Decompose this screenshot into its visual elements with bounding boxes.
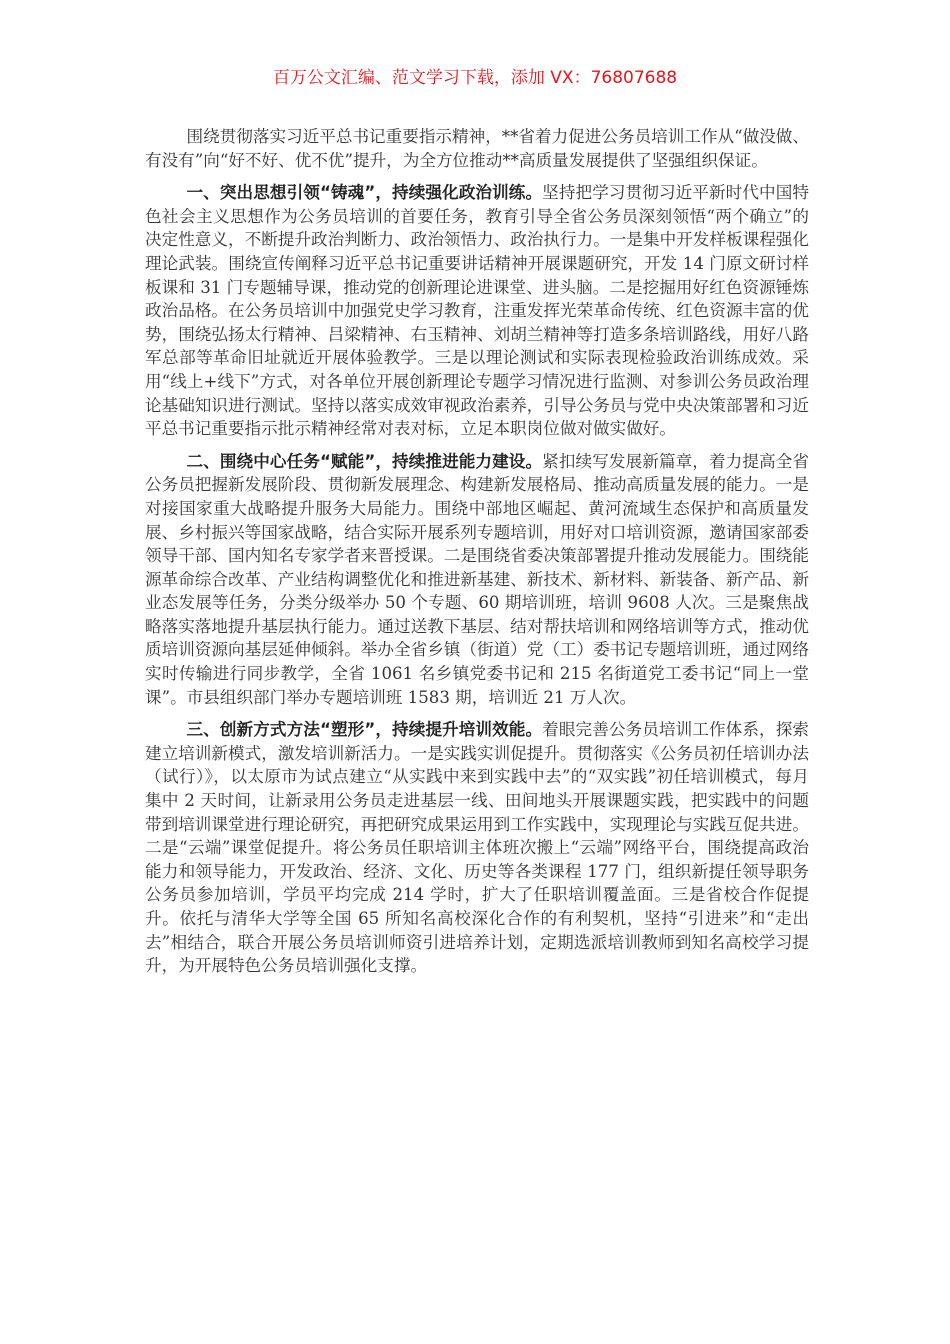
section-1-heading: 一、突出思想引领“铸魂”，持续强化政治训练。 (186, 183, 543, 203)
intro-paragraph: 围绕贯彻落实习近平总书记重要指示精神，**省着力促进公务员培训工作从“做没做、有没有”向“好不好、优不优”提升，为全方位推动**高质量发展提供了坚强组织保证。 (145, 127, 809, 170)
promo-banner: 百万公文汇编、范文学习下载，添加 VX：76807688 (272, 68, 678, 88)
section-3-heading: 三、创新方式方法“塑形”，持续提升培训效能。 (186, 720, 543, 740)
section-2-paragraph (145, 450, 809, 710)
section-3-body: 着眼完善公务员培训工作体系，探索建立培训新模式，激发培训新活力。一是实践实训促提升。贯彻落实《公务员初任培训办法（试行）》，以太原市为试点建立“从实践中来到实践中去”的“双实践”初任培训模式，每月集中 2 天时间，让新录用公务员走进基层一线、田间地头开展课题实践，把实践中的问题带到培训课堂进行理论研究，再把研究成果运用到工作实践中，实现理论与实践互促共进。二是“云端”课堂促提升。将公务员任职培训主体班次搬上“云端”网络平台，围绕提高政治能力和领导能力，开发政治、经济、文化、历史等各类课程 177 门，组织新提任领导职务公务员参加培训，学员平均完成 214 学时，扩大了任职培训覆盖面。三是省校合作促提升。依托与清华大学等全国 65 所知名高校深化合作的有利契机，坚持“引进来”和“走出去”相结合，联合开展公务员培训师资引进培养计划，定期选派培训教师到知名高校学习提升，为开展特色公务员培训强化支撑。 (145, 720, 809, 976)
section-2-body: 紧扣续写发展新篇章，着力提高全省公务员把握新发展阶段、贯彻新发展理念、构建新发展格局、推动高质量发展的能力。一是对接国家重大战略提升服务大局能力。围绕中部地区崛起、黄河流域生态保护和高质量发展、乡村振兴等国家战略，结合实际开展系列专题培训，用好对口培训资源，邀请国家部委领导干部、国内知名专家学者来晋授课。二是围绕省委决策部署提升推动发展能力。围绕能源革命综合改革、产业结构调整优化和推进新基建、新技术、新材料、新装备、新产品、新业态发展等任务，分类分级举办 50 个专题、60 期培训班，培训 9608 人次。三是聚焦战略落实落地提升基层执行能力。通过送教下基层、结对帮扶培训和网络培训等方式，推动优质培训资源向基层延伸倾斜。举办全省乡镇（街道）党（工）委书记专题培训班，通过网络实时传输进行同步教学，全省 1061 名乡镇党委书记和 215 名街道党工委书记“同上一堂课”。市县组织部门举办专题培训班 1583 期，培训近 21 万人次。 (145, 451, 809, 707)
section-3-paragraph (145, 718, 809, 978)
section-1-body: 坚持把学习贯彻习近平新时代中国特色社会主义思想作为公务员培训的首要任务，教育引导全省公务员深刻领悟“两个确立”的决定性意义，不断提升政治判断力、政治领悟力、政治执行力。一是集中开发样板课程强化理论武装。围绕宣传阐释习近平总书记重要讲话精神开展课题研究，开发 14 门原文研讨样板课和 31 门专题辅导课，推动党的创新理论进课堂、进头脑。二是挖掘用好红色资源锤炼政治品格。在公务员培训中加强党史学习教育，注重发挥光荣革命传统、红色资源丰富的优势，围绕弘扬太行精神、吕梁精神、右玉精神、刘胡兰精神等打造多条培训路线，用好八路军总部等革命旧址就近开展体验教学。三是以理论测试和实际表现检验政治训练成效。采用“线上+线下”方式，对各单位开展创新理论专题学习情况进行监测、对参训公务员政治理论基础知识进行测试。坚持以落实成效审视政治素养，引导公务员与党中央决策部署和习近平总书记重要指示批示精神经常对表对标，立足本职岗位做对做实做好。 (145, 183, 809, 439)
section-2-heading: 二、围绕中心任务“赋能”，持续推进能力建设。 (186, 451, 543, 471)
document-body (145, 125, 809, 987)
section-1-paragraph (145, 181, 809, 441)
